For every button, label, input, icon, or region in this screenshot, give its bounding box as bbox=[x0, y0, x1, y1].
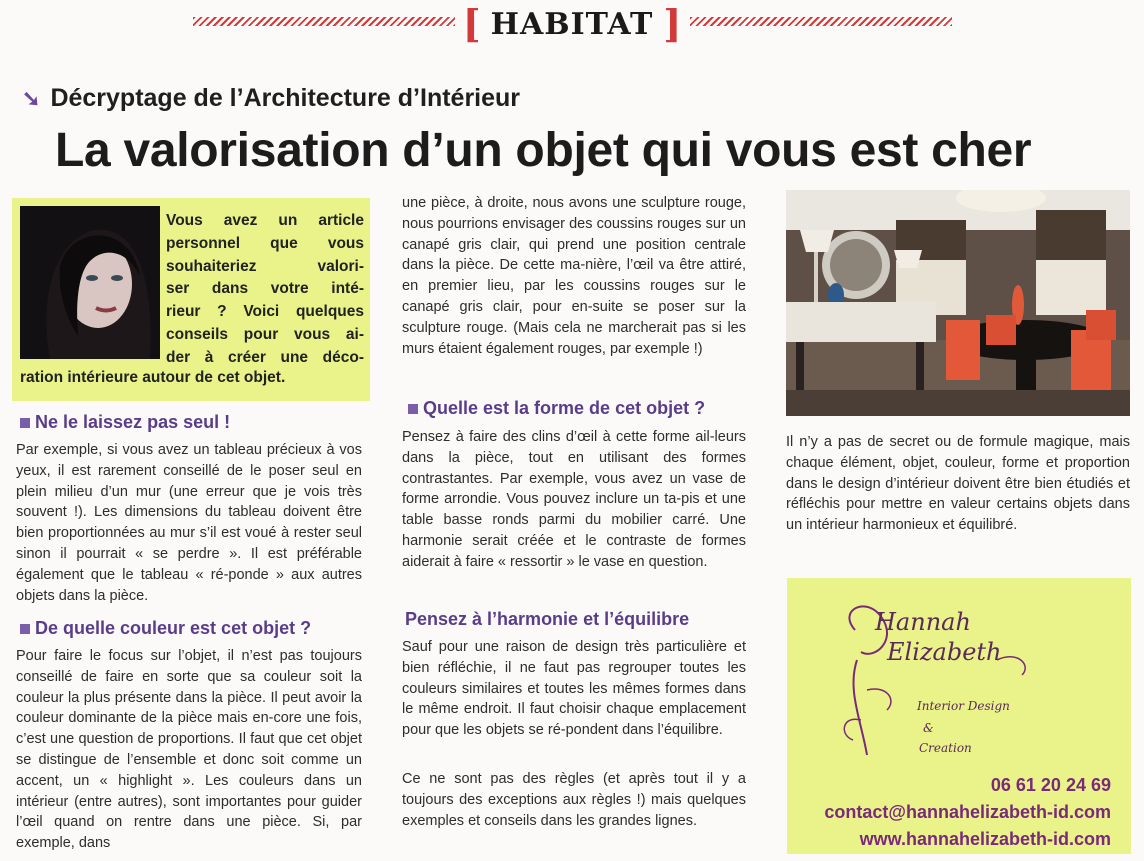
section-heading: Pensez à l’harmonie et l’équilibre bbox=[405, 609, 690, 629]
logo-amp: & bbox=[923, 721, 934, 735]
header-hatch-right bbox=[690, 17, 952, 26]
advertisement bbox=[787, 578, 1131, 854]
bullet-square-icon bbox=[408, 404, 418, 414]
intro-last-line: ration intérieure autour de cet objet. bbox=[20, 369, 286, 386]
bracket-left: [ bbox=[462, 1, 481, 46]
author-portrait bbox=[20, 206, 160, 359]
header-hatch-left bbox=[193, 17, 455, 26]
column2-text: une pièce, à droite, nous avons une sculpture rouge, nous pourrions envisager des coussins rouges sur un canapé gris clair, qui prend une position centrale dans la pièce. De cette ma-nière, l’œil va être attiré, en premier lieu, par les coussins rouges sur le canapé gris clair, pour en-suite se poser sur la sculpture rouge. (Mais cela ne marcherait pas si les murs étaient également rouges, par exemple !) bbox=[402, 195, 746, 357]
intro-box bbox=[12, 198, 370, 401]
bracket-right: ] bbox=[663, 1, 682, 46]
section-heading: Ne le laissez pas seul ! bbox=[20, 412, 230, 433]
section-heading: Quelle est la forme de cet objet ? bbox=[408, 398, 705, 419]
section-body: Ce ne sont pas des règles (et après tout il y a toujours des exceptions aux règles !) mais quelques exemples et conseils dans les grandes lignes. bbox=[402, 771, 746, 829]
kicker-text: Décryptage de l’Architecture d’Intérieur bbox=[50, 84, 521, 112]
logo-name-line2: Elizabeth bbox=[887, 638, 1002, 666]
column3-text: Il n’y a pas de secret ou de formule magique, mais chaque élément, objet, couleur, forme et proportion dans le design d’intérieur doivent être bien étudiés et réfléchis pour mettre en valeur certains objets dans un intérieur harmonieux et équilibré. bbox=[786, 434, 1130, 534]
ad-phone: 06 61 20 24 69 bbox=[990, 775, 1111, 795]
section-body: Sauf pour une raison de design très particulière et bien réfléchie, il ne faut pas regrouper toutes les couleurs similaires et toutes les mêmes formes dans le même endroit. Il faut choisir chaque emplacement pour que les objets se ré-pondent dans l’équilibre. bbox=[402, 639, 746, 739]
arrow-down-right-icon: ➘ bbox=[22, 85, 41, 111]
interior-photo bbox=[786, 190, 1130, 416]
bullet-square-icon bbox=[20, 418, 30, 428]
kicker bbox=[22, 84, 520, 113]
section-label: HABITAT bbox=[490, 6, 654, 42]
section-body: Pensez à faire des clins d’œil à cette forme ail-leurs dans la pièce, tout en utilisant des formes contrastantes. Par exemple, vous avez un vase de forme arrondie. Vous pouvez inclure un ta-pis et une table basse ronds parmi du mobilier carré. Une harmonie serait créée et le contraste de formes aiderait à faire « ressortir » le vase en question. bbox=[402, 429, 746, 570]
headline: La valorisation d’un objet qui vous est cher bbox=[55, 124, 1032, 177]
section-body: Pour faire le focus sur l’objet, il n’est pas toujours conseillé de faire en sorte que sa couleur soit la couleur la plus présente dans la pièce. Il peut avoir la couleur dominante de la pièce mais en-core une fois, c’est une question de proportions. Il faut que cet objet se distingue de l’ensemble et donc soit comme un accent, un « highlight ». Les couleurs dans un intérieur (entre autres), sont importantes pour guider l’œil quand on rentre dans une pièce. Si, par exemple, dans bbox=[16, 648, 362, 852]
bullet-square-icon bbox=[20, 624, 30, 634]
section-tag bbox=[462, 1, 682, 46]
logo-tagline1: Interior Design bbox=[917, 699, 1010, 713]
intro-text: Vous avez un article personnel que vous souhaiteriez valori- ser dans votre inté- rieur ? Voici quelques conseils pour vous ai- der à créer une déco- bbox=[166, 212, 364, 366]
ad-email[interactable]: contact@hannahelizabeth-id.com bbox=[824, 802, 1111, 822]
section-body: Par exemple, si vous avez un tableau précieux à vos yeux, il est rarement conseillé de le poser seul en plein milieu d’un mur (une erreur que je vois très souvent !). Les dimensions du tableau doivent être bien proportionnées au mur s’il est voué à rester seul sinon il pourrait « se perdre ». Il est préférable également que le tableau « ré-ponde » aux autres objets dans la pièce. bbox=[16, 442, 362, 604]
section-heading: De quelle couleur est cet objet ? bbox=[20, 618, 311, 639]
logo-name-line1: Hannah bbox=[875, 608, 971, 636]
brand-logo bbox=[827, 590, 1047, 760]
ad-website[interactable]: www.hannahelizabeth-id.com bbox=[859, 829, 1111, 849]
logo-tagline2: Creation bbox=[919, 741, 972, 755]
